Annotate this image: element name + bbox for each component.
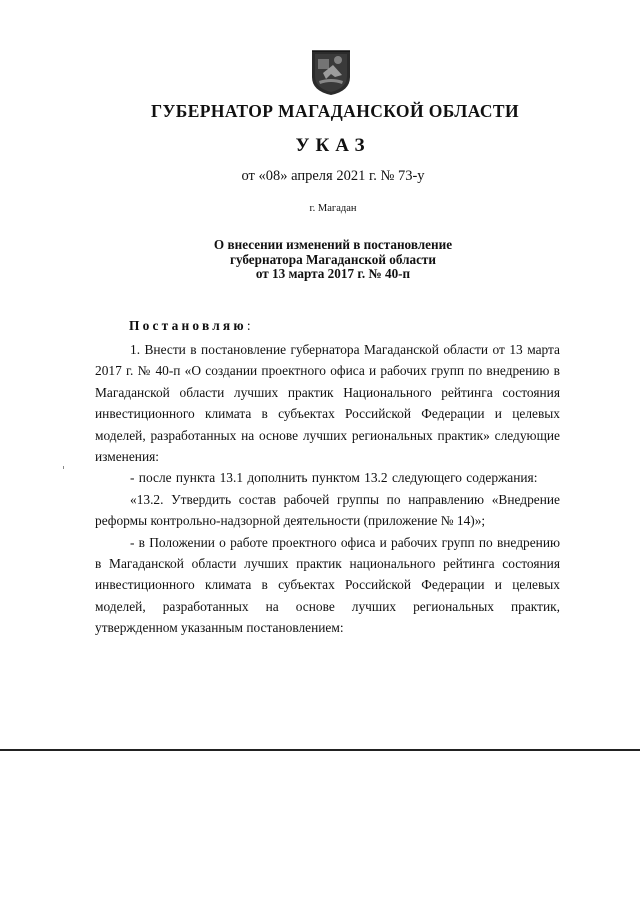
decree-body [95,339,560,639]
decree-paragraph: - в Положении о работе проектного офиса и рабочих групп по внедрению в Магаданской области лучших практик национального рейтинга состояния инвестиционного климата в субъектах Российской Федерации и целевых моделей, разработанных на основе лучших региональных практик, утвержденном указанным постановлением: [95,534,560,636]
decree-intro-colon: : [246,318,251,333]
document-subject [0,238,640,282]
subject-line: от 13 марта 2017 г. № 40-п [255,266,411,281]
subject-line: губернатора Магаданской области [229,251,437,267]
page-bottom-rule [0,749,640,751]
decree-intro [129,318,251,334]
decree-intro-word: Постановляю [129,318,247,333]
scan-artifact [63,466,64,469]
subject-line: О внесении изменений в постановление [213,237,453,252]
decree-paragraph: «13.2. Утвердить состав рабочей группы по направлению «Внедрение реформы контрольно-надзорной деятельности (приложение № 14)»; [95,491,560,529]
issuing-authority-title: ГУБЕРНАТОР МАГАДАНСКОЙ ОБЛАСТИ [150,101,519,121]
decree-paragraph: 1. Внести в постановление губернатора Магаданской области от 13 марта 2017 г. № 40-п «О создании проектного офиса и рабочих групп по внедрению в Магаданской области лучших практик Национального рейтинга состояния инвестиционного климата в субъектах Российской Федерации и целевых моделей, разработанных на основе лучших региональных практик» следующие изменения: [95,342,560,465]
decree-paragraph: - после пункта 13.1 дополнить пунктом 13.2 следующего содержания: [130,470,538,486]
document-city: г. Магадан [309,203,357,214]
document-type-title: УКАЗ [295,135,371,156]
coat-of-arms-icon [309,47,353,97]
document-date-number: от «08» апреля 2021 г. № 73-у [241,168,425,184]
